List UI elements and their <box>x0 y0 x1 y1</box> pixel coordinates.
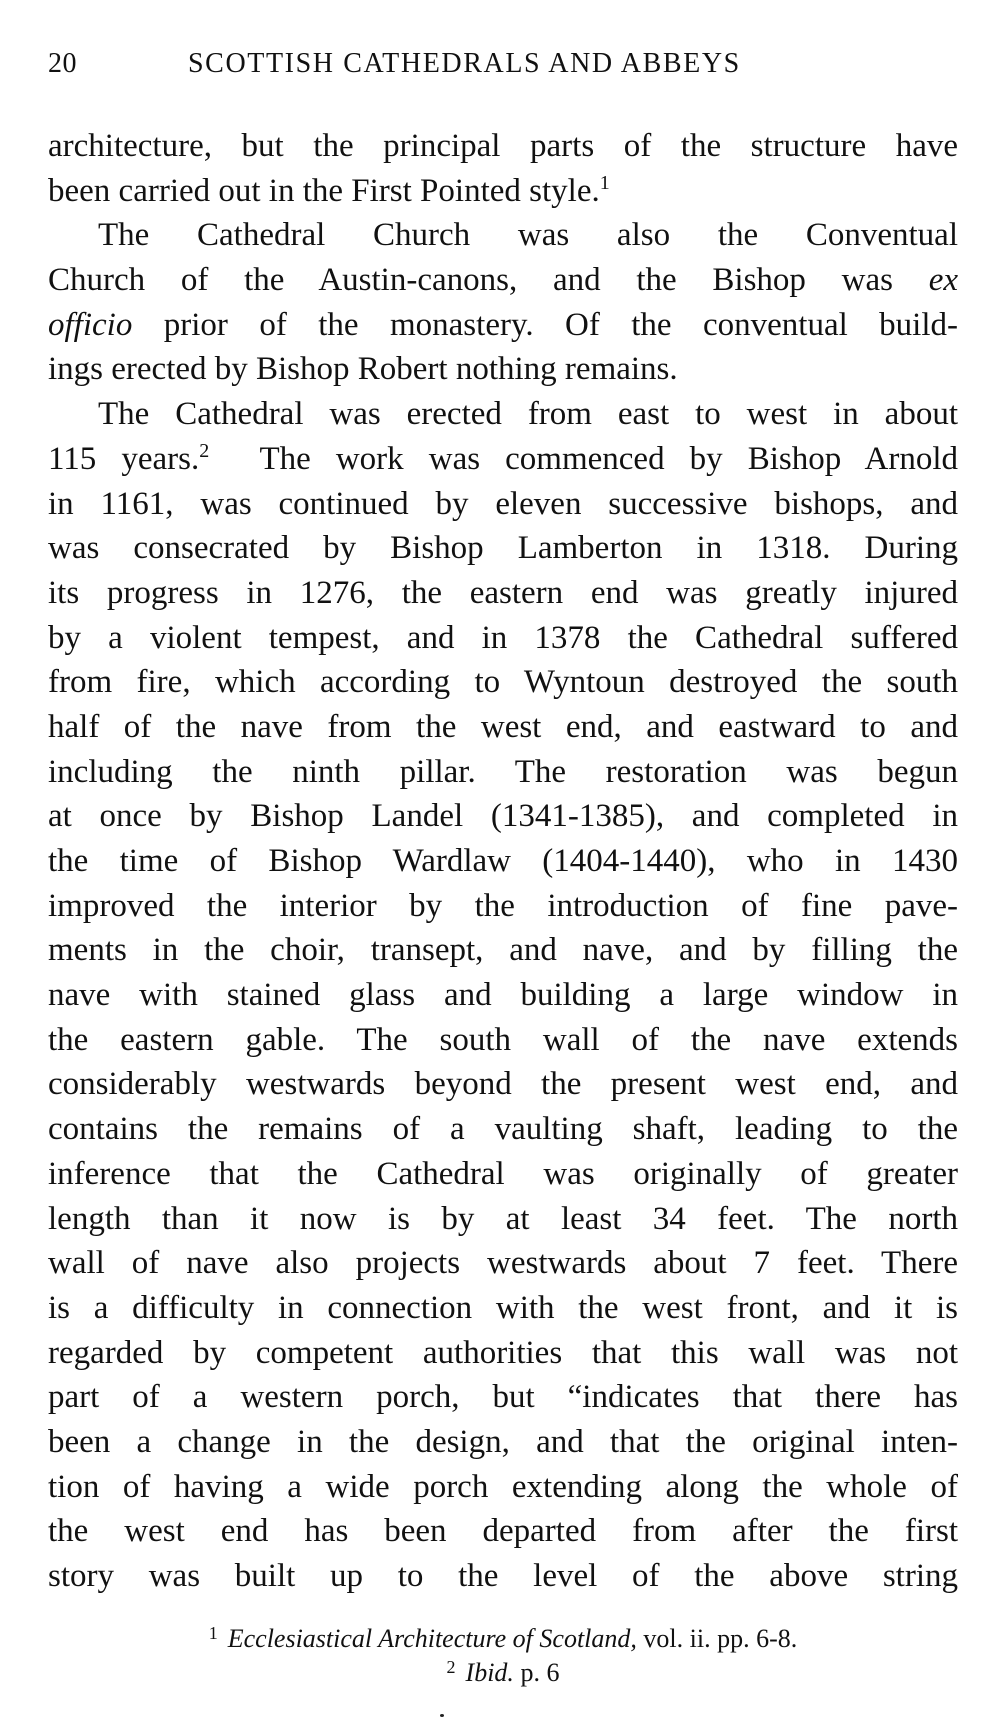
text-line: in 1161, was continued by eleven successive bishops, and <box>48 485 958 522</box>
text-line: ings erected by Bishop Robert nothing remains. <box>48 351 678 388</box>
text-line: its progress in 1276, the eastern end was greatly injured <box>48 574 958 611</box>
running-title: SCOTTISH CATHEDRALS AND ABBEYS <box>188 48 741 79</box>
footnote-title: Ibid. <box>465 1658 514 1687</box>
footnote-number: 1 <box>208 1623 218 1643</box>
text-line: architecture, but the principal parts of the structure have <box>48 128 958 164</box>
text-line: Church of the Austin-canons, and the Bishop was ex <box>48 262 958 299</box>
text-line: including the ninth pillar. The restoration was begun <box>48 753 958 790</box>
text-line: been carried out in the First Pointed style.$^1$ <box>48 171 610 209</box>
text-line: at once by Bishop Landel (1341-1385), and completed in <box>48 798 958 835</box>
footnote-text: p. 6 <box>520 1658 560 1687</box>
text-line: the eastern gable. The south wall of the nave extends <box>48 1021 958 1058</box>
footnote-2 <box>48 1656 958 1690</box>
text-line: The Cathedral Church was also the Conventual <box>98 217 958 254</box>
text-line: ments in the choir, transept, and nave, and by filling the <box>48 932 958 969</box>
latin-officio: officio <box>48 306 133 343</box>
text-line: nave with stained glass and building a large window in <box>48 977 958 1014</box>
footnote-1 <box>48 1622 958 1656</box>
text-line: from fire, which according to Wyntoun destroyed the south <box>48 664 958 701</box>
footnote-ref-1: 1 <box>599 171 610 194</box>
footnote-number: 2 <box>446 1657 456 1677</box>
text-line: improved the interior by the introduction of fine pave- <box>48 887 958 924</box>
text-line: by a violent tempest, and in 1378 the Cathedral suffered <box>48 619 958 656</box>
text-line: part of a western porch, but “indicates that there has <box>48 1379 958 1416</box>
text-line: contains the remains of a vaulting shaft, leading to the <box>48 1111 958 1148</box>
footnote-title: Ecclesiastical Architecture of Scotland, <box>227 1624 637 1653</box>
text-line: the time of Bishop Wardlaw (1404-1440), who in 1430 <box>48 843 958 879</box>
text-line: regarded by competent authorities that this wall was not <box>48 1334 958 1371</box>
text-line: length than it now is by at least 34 feet. The north <box>48 1200 958 1237</box>
text-line: the west end has been departed from after the first <box>48 1513 958 1550</box>
text-line: The Cathedral was erected from east to west in about <box>98 396 958 433</box>
running-header <box>48 48 978 88</box>
text-line: considerably westwards beyond the present west end, and <box>48 1066 958 1103</box>
body-text <box>48 124 958 1599</box>
text-line: officio prior of the monastery. Of the conventual build- <box>48 306 959 343</box>
text-line: tion of having a wide porch extending along the whole of <box>48 1468 958 1505</box>
footnote-text: vol. ii. pp. 6-8. <box>643 1624 798 1653</box>
text-line: half of the nave from the west end, and eastward to and <box>48 708 958 745</box>
text-line: been a change in the design, and that the original inten- <box>48 1423 958 1460</box>
scan-speck <box>440 1714 444 1717</box>
footnote-ref-2: 2 <box>199 439 210 462</box>
text-line: wall of nave also projects westwards about 7 feet. There <box>48 1245 958 1282</box>
text-line: story was built up to the level of the above string <box>48 1558 958 1594</box>
text-line: inference that the Cathedral was originally of greater <box>48 1155 958 1192</box>
text-line: was consecrated by Bishop Lamberton in 1318. During <box>48 530 958 567</box>
latin-ex: ex <box>928 262 958 299</box>
page-number: 20 <box>48 48 77 79</box>
footnotes <box>48 1622 958 1690</box>
text-line: is a difficulty in connection with the west front, and it is <box>48 1289 958 1326</box>
text-line: 115 years.$^2$ The work was commenced by Bishop Arnold <box>48 439 959 477</box>
